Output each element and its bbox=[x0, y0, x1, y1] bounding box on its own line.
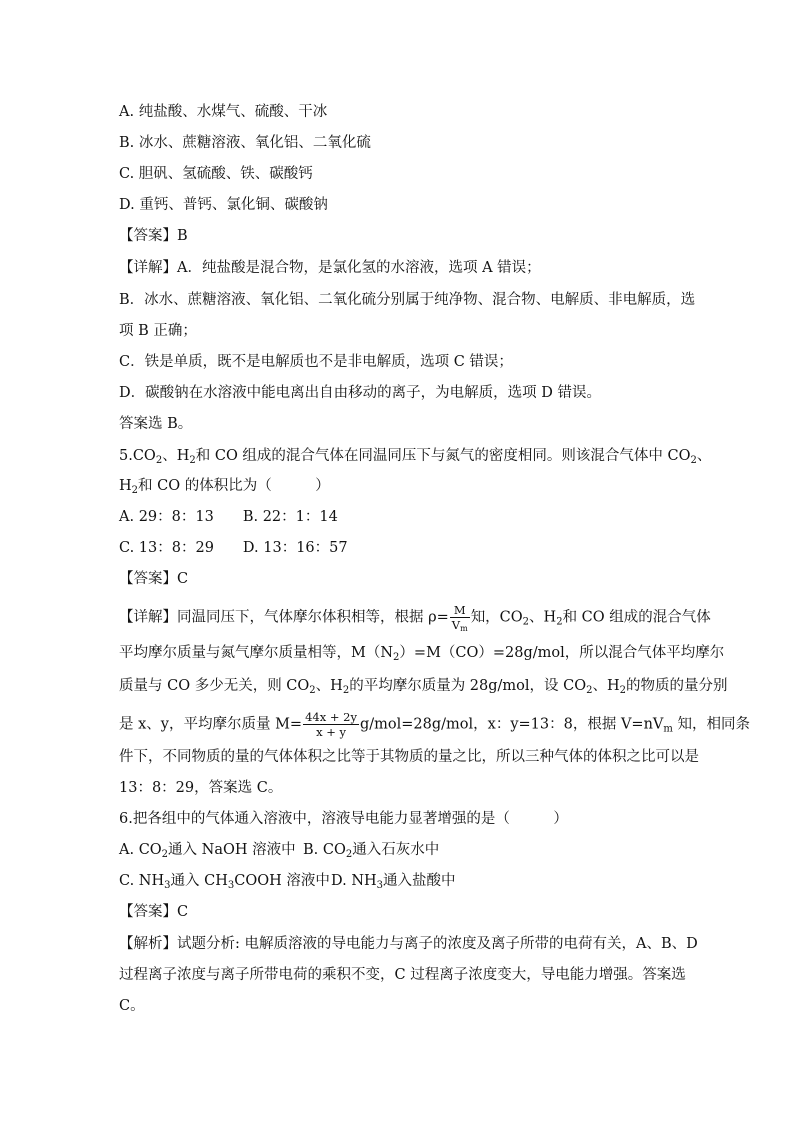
q4-option-a: A. 纯盐酸、水煤气、硫酸、干冰 bbox=[119, 104, 328, 120]
q4-explain-6: 答案选 B。 bbox=[119, 416, 193, 432]
q6-explain-2: 过程离子浓度与离子所带电荷的乘积不变，C 过程离子浓度变大，导电能力增强。答案选 bbox=[119, 967, 686, 983]
q5-stem-line1: $5.CO_2$、$H_2$和 CO 组成的混合气体在同温同压下与氮气的密度相同。则该混合气体中 $CO_2$、 bbox=[119, 448, 712, 466]
q5-explain-5: 件下，不同物质的量的气体体积之比等于其物质的量之比，所以三种气体的体积之比可以是 bbox=[119, 749, 699, 765]
q4-option-c: C. 胆矾、氢硫酸、铁、碳酸钙 bbox=[119, 166, 313, 182]
fraction-avg-molar-mass: $\frac{44x + 2y}{x + y}$ bbox=[305, 710, 357, 739]
q5-explain-4: 是 x、y，平均摩尔质量 M= $\frac{44x + 2y}{x + y}$ g/mol=28g/mol，x：y=13：8，根据 $V=nV_m$ 知，相同条 bbox=[119, 710, 750, 739]
q5-stem-line2: $H_2$和 CO 的体积比为（ ） bbox=[119, 478, 330, 496]
q5-explain-3: 质量与 CO 多少无关，则 $CO_2$、$H_2$的平均摩尔质量为 28g/mol，设 $CO_2$、$H_2$的物质的量分别 bbox=[119, 678, 728, 696]
q5-explain-2: 平均摩尔质量与氮气摩尔质量相等，$M(N_2)=M(CO)=28g$/mol，所以混合气体平均摩尔 bbox=[119, 645, 725, 663]
fraction-m-over-vm: $\frac{M}{V_m}$ bbox=[451, 603, 468, 633]
q4-explain-1: 【详解】A．纯盐酸是混合物，是氯化氢的水溶液，选项 A 错误； bbox=[119, 260, 541, 276]
q6-explain-1: 【解析】试题分析: 电解质溶液的导电能力与离子的浓度及离子所带的电荷有关，A、B、D bbox=[119, 936, 698, 952]
q6-option-c: C. $NH_3$通入 $CH_3COOH$ 溶液中 bbox=[119, 873, 330, 891]
q5-explain-1: 【详解】同温同压下，气体摩尔体积相等，根据 ρ= $\frac{M}{V_m}$ 知，$CO_2$、$H_2$和 CO 组成的混合气体 bbox=[119, 603, 711, 633]
q6-stem: 6.把各组中的气体通入溶液中，溶液导电能力显著增强的是（ ） bbox=[119, 811, 568, 827]
q4-explain-2: B．冰水、蔗糖溶液、氧化铝、二氧化硫分别属于纯净物、混合物、电解质、非电解质，选 bbox=[119, 292, 696, 308]
q4-explain-3: 项 B 正确； bbox=[119, 323, 197, 339]
q5-options-cd: C. 13：8：29 D. 13：16：57 bbox=[119, 540, 348, 556]
q4-option-b: B. 冰水、蔗糖溶液、氧化铝、二氧化硫 bbox=[119, 135, 371, 151]
q5-answer: 【答案】C bbox=[119, 571, 189, 587]
q5-explain-6: 13：8：29，答案选 C。 bbox=[119, 780, 283, 796]
q6-option-a: A. $CO_2$通入 NaOH 溶液中 bbox=[119, 842, 296, 860]
q4-explain-4: C．铁是单质，既不是电解质也不是非电解质，选项 C 错误； bbox=[119, 354, 513, 370]
q6-answer: 【答案】C bbox=[119, 904, 189, 920]
q4-explain-5: D．碳酸钠在水溶液中能电离出自由移动的离子，为电解质，选项 D 错误。 bbox=[119, 385, 601, 401]
q6-option-d: D. $NH_3$通入盐酸中 bbox=[331, 873, 456, 891]
q5-options-ab: A. 29：8：13 B. 22：1：14 bbox=[119, 509, 338, 525]
q6-option-b: B. $CO_2$通入石灰水中 bbox=[303, 842, 440, 860]
q4-answer: 【答案】B bbox=[119, 228, 188, 244]
q4-option-d: D. 重钙、普钙、氯化铜、碳酸钠 bbox=[119, 197, 328, 213]
q6-explain-3: C。 bbox=[119, 998, 145, 1014]
